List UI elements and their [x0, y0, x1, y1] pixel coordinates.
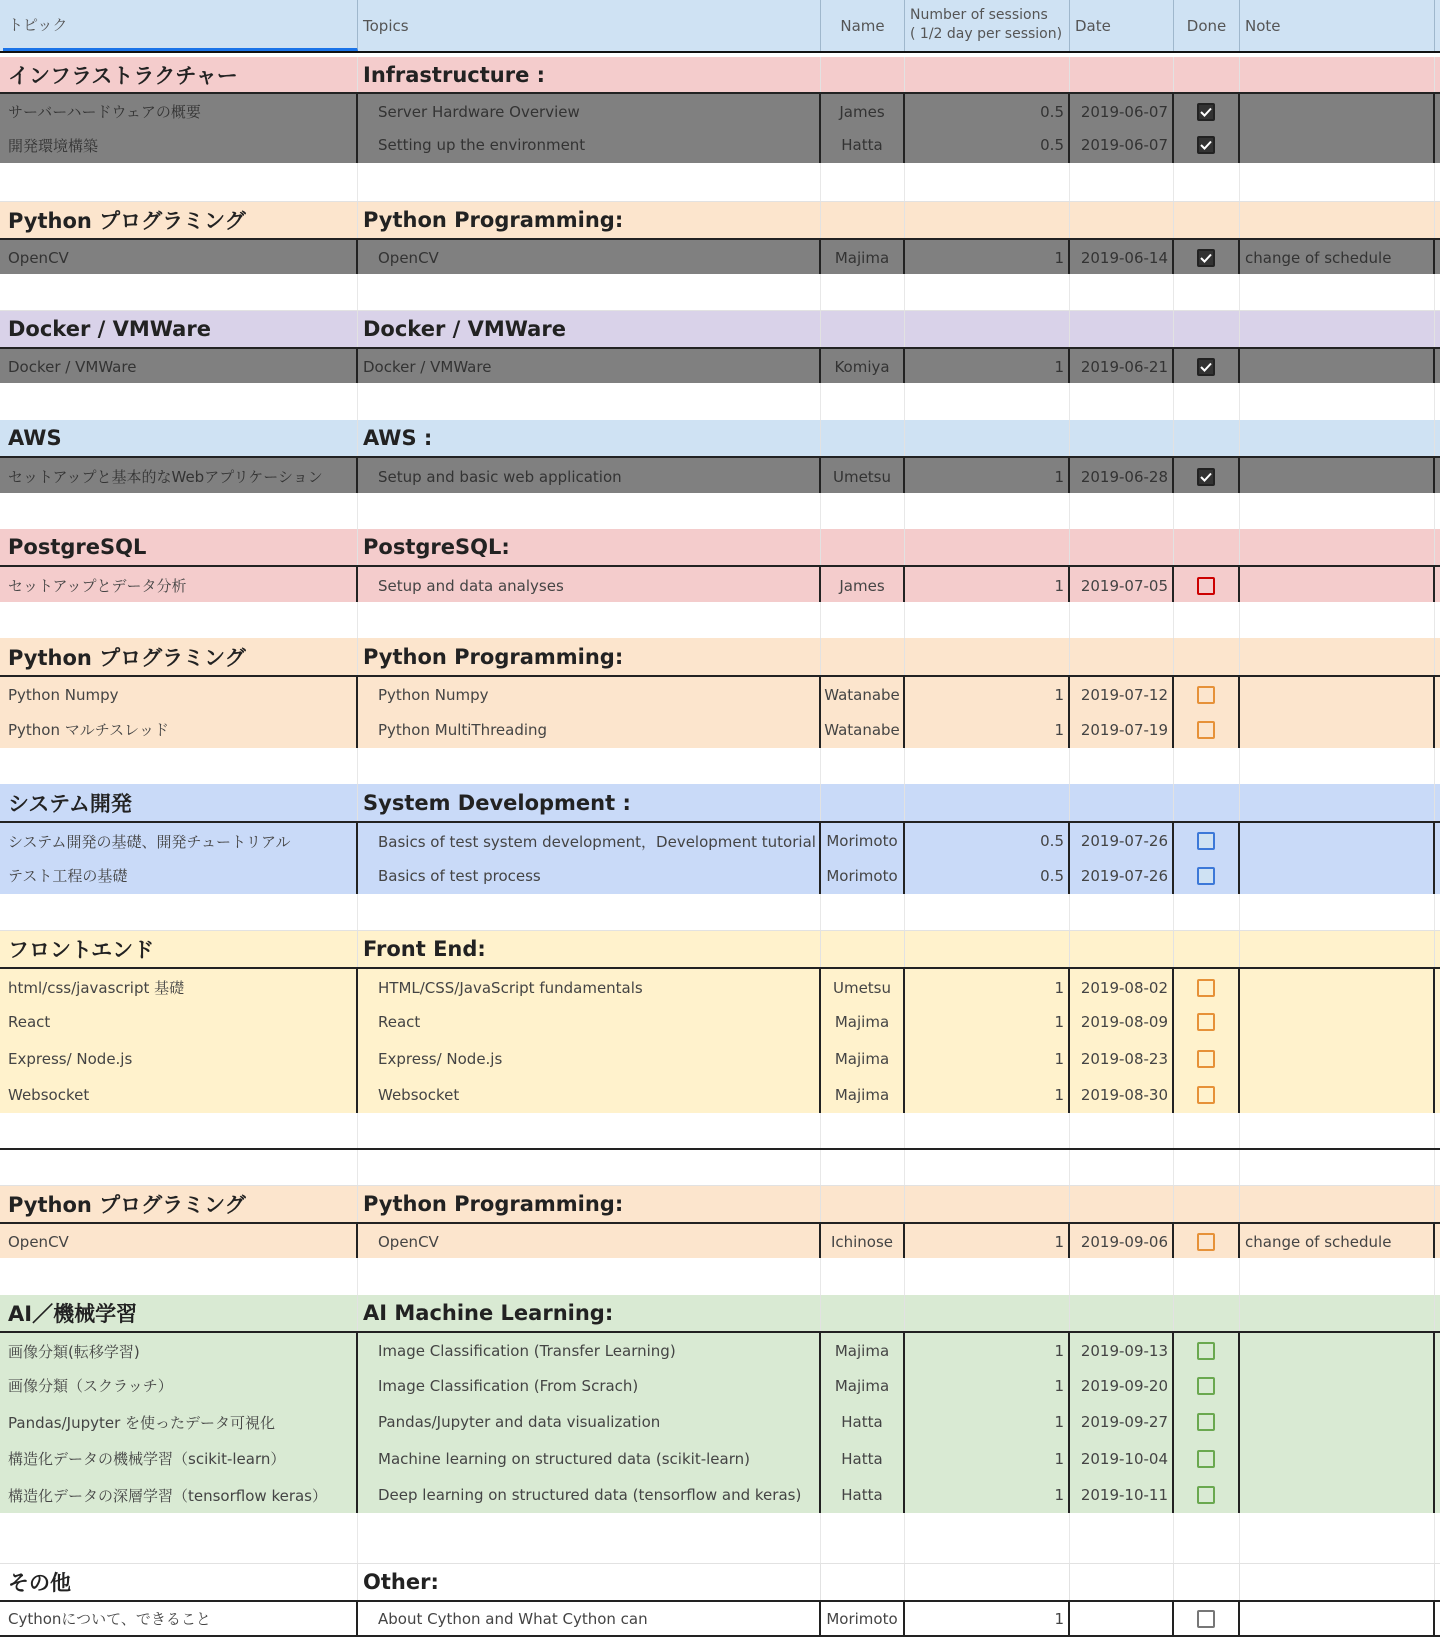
done-checkbox[interactable]: [1197, 1050, 1215, 1068]
done-checkbox[interactable]: [1197, 1013, 1215, 1031]
note-cell[interactable]: [1240, 1404, 1435, 1440]
sessions-cell[interactable]: 0.5: [905, 823, 1070, 859]
header-name[interactable]: Name: [821, 0, 905, 51]
topic-en-cell[interactable]: Express/ Node.js: [358, 1040, 821, 1077]
group-title-jp: AI／機械学習: [3, 1295, 358, 1331]
topic-en-cell[interactable]: Python Numpy: [358, 677, 821, 713]
group-row-postgresql[interactable]: [0, 529, 1440, 565]
topic-jp-cell[interactable]: セットアップとデータ分析: [3, 567, 358, 604]
topic-en-cell[interactable]: Basics of test process: [358, 857, 821, 894]
empty-row[interactable]: [0, 1150, 1440, 1186]
table-row[interactable]: [0, 1367, 1440, 1406]
topic-en-cell[interactable]: Docker / VMWare: [358, 349, 821, 385]
topic-en-cell[interactable]: Websocket: [358, 1077, 821, 1113]
group-row-python-programming[interactable]: [0, 202, 1440, 238]
group-title-jp: Python プログラミング: [3, 1186, 358, 1222]
note-cell[interactable]: [1240, 677, 1435, 713]
name-cell[interactable]: Hatta: [821, 1440, 905, 1477]
group-title-jp: PostgreSQL: [3, 529, 358, 565]
sessions-cell[interactable]: 1: [905, 1440, 1070, 1477]
done-checkbox[interactable]: [1197, 1377, 1215, 1395]
date-cell[interactable]: 2019-10-04: [1070, 1440, 1174, 1477]
note-cell[interactable]: [1240, 458, 1435, 495]
topic-jp-cell[interactable]: Websocket: [3, 1077, 358, 1113]
topic-jp-cell[interactable]: システム開発の基礎、開発チュートリアル: [3, 823, 358, 859]
note-cell[interactable]: [1240, 1040, 1435, 1077]
group-title-jp: フロントエンド: [3, 931, 358, 967]
date-cell[interactable]: 2019-06-07: [1070, 127, 1174, 163]
done-checkbox[interactable]: [1197, 1233, 1215, 1251]
sessions-cell[interactable]: 1: [905, 1602, 1070, 1635]
table-row[interactable]: [0, 1004, 1440, 1042]
sessions-cell[interactable]: 0.5: [905, 127, 1070, 163]
done-checkbox[interactable]: [1197, 103, 1215, 121]
sessions-cell[interactable]: 0.5: [905, 94, 1070, 129]
sessions-cell[interactable]: 1: [905, 711, 1070, 748]
header-topics[interactable]: Topics: [358, 0, 821, 51]
topic-jp-cell[interactable]: テスト工程の基礎: [3, 857, 358, 894]
empty-row[interactable]: [0, 163, 1440, 202]
topic-en-cell[interactable]: OpenCV: [358, 1224, 821, 1260]
date-cell[interactable]: 2019-09-13: [1070, 1333, 1174, 1369]
topic-jp-cell[interactable]: Python マルチスレッド: [3, 711, 358, 748]
table-row[interactable]: [0, 1600, 1440, 1637]
topic-jp-cell[interactable]: React: [3, 1004, 358, 1040]
group-title-en: System Development :: [358, 784, 821, 821]
group-title-en: Infrastructure :: [358, 57, 821, 92]
topic-en-cell[interactable]: Setup and basic web application: [358, 458, 821, 495]
topic-jp-cell[interactable]: セットアップと基本的なWebアプリケーション: [3, 458, 358, 495]
sessions-cell[interactable]: 1: [905, 240, 1070, 276]
table-row[interactable]: [0, 1477, 1440, 1515]
table-row[interactable]: [0, 1040, 1440, 1079]
note-cell[interactable]: [1240, 1440, 1435, 1477]
table-row[interactable]: [0, 821, 1440, 861]
sessions-cell[interactable]: 1: [905, 1333, 1070, 1369]
done-checkbox[interactable]: [1197, 249, 1215, 267]
group-row-aws[interactable]: [0, 420, 1440, 456]
topic-jp-cell[interactable]: 画像分類(転移学習): [3, 1333, 358, 1369]
note-cell[interactable]: [1240, 349, 1435, 385]
name-cell[interactable]: Morimoto: [821, 1602, 905, 1635]
group-row-python-programming[interactable]: [0, 1186, 1440, 1222]
name-cell[interactable]: Majima: [821, 1077, 905, 1113]
sessions-cell[interactable]: 1: [905, 969, 1070, 1006]
date-cell[interactable]: 2019-06-21: [1070, 349, 1174, 385]
topic-jp-cell[interactable]: Cythonについて、できること: [3, 1602, 358, 1635]
group-title-en: AI Machine Learning:: [358, 1295, 821, 1331]
note-cell[interactable]: [1240, 1602, 1435, 1635]
topic-en-cell[interactable]: Machine learning on structured data (scikit-learn): [358, 1440, 821, 1477]
empty-row[interactable]: [0, 1113, 1440, 1150]
table-row[interactable]: [0, 967, 1440, 1008]
empty-row[interactable]: [0, 1513, 1440, 1539]
name-cell[interactable]: Ichinose: [821, 1224, 905, 1260]
empty-row[interactable]: [0, 894, 1440, 931]
group-title-en: Python Programming:: [358, 638, 821, 675]
note-cell[interactable]: [1240, 711, 1435, 748]
name-cell[interactable]: Morimoto: [821, 857, 905, 894]
topic-jp-cell[interactable]: Pandas/Jupyter を使ったデータ可視化: [3, 1404, 358, 1440]
topic-jp-cell[interactable]: 画像分類（スクラッチ）: [3, 1367, 358, 1404]
done-checkbox[interactable]: [1197, 721, 1215, 739]
group-title-en: Other:: [358, 1564, 821, 1600]
topic-en-cell[interactable]: Server Hardware Overview: [358, 94, 821, 129]
group-title-en: Python Programming:: [358, 1186, 821, 1222]
topic-jp-cell[interactable]: Python Numpy: [3, 677, 358, 713]
name-cell[interactable]: Komiya: [821, 349, 905, 385]
sessions-cell[interactable]: 0.5: [905, 857, 1070, 894]
header-date[interactable]: Date: [1070, 0, 1174, 51]
done-checkbox[interactable]: [1197, 1486, 1215, 1504]
topic-en-cell[interactable]: Image Classification (From Scrach): [358, 1367, 821, 1404]
date-cell[interactable]: 2019-07-26: [1070, 857, 1174, 894]
done-checkbox[interactable]: [1197, 577, 1215, 595]
done-checkbox[interactable]: [1197, 136, 1215, 154]
date-cell[interactable]: 2019-10-11: [1070, 1477, 1174, 1513]
topic-jp-cell[interactable]: Docker / VMWare: [3, 349, 358, 385]
done-checkbox[interactable]: [1197, 1086, 1215, 1104]
group-row-python-programming[interactable]: [0, 638, 1440, 675]
date-cell[interactable]: 2019-07-12: [1070, 677, 1174, 713]
table-row[interactable]: [0, 1331, 1440, 1371]
date-cell[interactable]: 2019-08-30: [1070, 1077, 1174, 1113]
topic-jp-cell[interactable]: Express/ Node.js: [3, 1040, 358, 1077]
topic-en-cell[interactable]: Deep learning on structured data (tensorflow and keras): [358, 1477, 821, 1513]
empty-row[interactable]: [0, 493, 1440, 530]
topic-jp-cell[interactable]: OpenCV: [3, 240, 358, 276]
date-cell[interactable]: 2019-09-27: [1070, 1404, 1174, 1440]
empty-row[interactable]: [0, 602, 1440, 639]
group-row-docker-vmware[interactable]: [0, 311, 1440, 347]
topic-en-cell[interactable]: React: [358, 1004, 821, 1040]
done-checkbox[interactable]: [1197, 1610, 1215, 1628]
date-cell[interactable]: 2019-07-05: [1070, 567, 1174, 604]
name-cell[interactable]: Hatta: [821, 1404, 905, 1440]
done-checkbox[interactable]: [1197, 867, 1215, 885]
done-checkbox[interactable]: [1197, 1342, 1215, 1360]
done-checkbox[interactable]: [1197, 979, 1215, 997]
header-row: [0, 0, 1440, 53]
name-cell[interactable]: Majima: [821, 240, 905, 276]
header-done[interactable]: Done: [1174, 0, 1240, 51]
note-cell[interactable]: [1240, 94, 1435, 129]
date-cell[interactable]: 2019-07-26: [1070, 823, 1174, 859]
empty-row[interactable]: [0, 748, 1440, 785]
sessions-cell[interactable]: 1: [905, 349, 1070, 385]
name-cell[interactable]: James: [821, 567, 905, 604]
sessions-cell[interactable]: 1: [905, 1477, 1070, 1513]
note-cell[interactable]: [1240, 1367, 1435, 1404]
topic-jp-cell[interactable]: OpenCV: [3, 1224, 358, 1260]
group-title-jp: インフラストラクチャー: [3, 57, 358, 92]
header-sessions-line1: Number of sessions: [910, 7, 1048, 23]
topic-en-cell[interactable]: HTML/CSS/JavaScript fundamentals: [358, 969, 821, 1006]
group-title-jp: Python プログラミング: [3, 202, 358, 238]
sessions-cell[interactable]: 1: [905, 1367, 1070, 1404]
name-cell[interactable]: Watanabe: [821, 677, 905, 713]
date-cell[interactable]: 2019-09-06: [1070, 1224, 1174, 1260]
empty-row[interactable]: [0, 1258, 1440, 1296]
group-row-front-end[interactable]: [0, 931, 1440, 967]
name-cell[interactable]: Majima: [821, 1333, 905, 1369]
note-cell[interactable]: [1240, 969, 1435, 1006]
note-cell[interactable]: [1240, 1477, 1435, 1513]
table-row[interactable]: [0, 1404, 1440, 1442]
table-row[interactable]: [0, 456, 1440, 497]
done-checkbox[interactable]: [1197, 468, 1215, 486]
sessions-cell[interactable]: 1: [905, 1077, 1070, 1113]
date-cell[interactable]: 2019-09-20: [1070, 1367, 1174, 1404]
done-checkbox[interactable]: [1197, 832, 1215, 850]
table-row[interactable]: [0, 127, 1440, 165]
name-cell[interactable]: Morimoto: [821, 823, 905, 859]
empty-row[interactable]: [0, 383, 1440, 421]
name-cell[interactable]: Umetsu: [821, 458, 905, 495]
done-checkbox[interactable]: [1197, 686, 1215, 704]
done-checkbox[interactable]: [1197, 1450, 1215, 1468]
date-cell[interactable]: [1070, 1602, 1174, 1635]
table-row[interactable]: [0, 711, 1440, 750]
header-sessions[interactable]: [905, 0, 1070, 51]
group-title-jp: Python プログラミング: [3, 638, 358, 675]
sessions-cell[interactable]: 1: [905, 567, 1070, 604]
sessions-cell[interactable]: 1: [905, 677, 1070, 713]
sessions-cell[interactable]: 1: [905, 1224, 1070, 1260]
topic-en-cell[interactable]: About Cython and What Cython can: [358, 1602, 821, 1635]
table-row[interactable]: [0, 1440, 1440, 1479]
date-cell[interactable]: 2019-06-28: [1070, 458, 1174, 495]
table-row[interactable]: [0, 675, 1440, 715]
date-cell[interactable]: 2019-06-14: [1070, 240, 1174, 276]
note-cell[interactable]: change of schedule: [1240, 240, 1435, 276]
group-title-en: Front End:: [358, 931, 821, 967]
empty-row[interactable]: [0, 1538, 1440, 1564]
note-cell[interactable]: [1240, 823, 1435, 859]
topic-en-cell[interactable]: Setting up the environment: [358, 127, 821, 163]
note-cell[interactable]: [1240, 1077, 1435, 1113]
date-cell[interactable]: 2019-08-02: [1070, 969, 1174, 1006]
group-row-other[interactable]: [0, 1564, 1440, 1600]
table-row[interactable]: [0, 347, 1440, 387]
sessions-cell[interactable]: 1: [905, 1040, 1070, 1077]
header-topic-jp[interactable]: トピック: [3, 0, 358, 51]
note-cell[interactable]: [1240, 1004, 1435, 1040]
table-row[interactable]: [0, 238, 1440, 278]
group-title-en: Docker / VMWare: [358, 311, 821, 347]
done-checkbox[interactable]: [1197, 1413, 1215, 1431]
group-row-ai-machine-learning[interactable]: [0, 1295, 1440, 1331]
name-cell[interactable]: Majima: [821, 1004, 905, 1040]
group-title-jp: Docker / VMWare: [3, 311, 358, 347]
sessions-cell[interactable]: 1: [905, 1404, 1070, 1440]
note-cell[interactable]: [1240, 127, 1435, 163]
group-title-jp: システム開発: [3, 784, 358, 821]
group-row-system-development[interactable]: [0, 784, 1440, 821]
note-cell[interactable]: [1240, 857, 1435, 894]
done-checkbox[interactable]: [1197, 358, 1215, 376]
date-cell[interactable]: 2019-08-09: [1070, 1004, 1174, 1040]
note-cell[interactable]: change of schedule: [1240, 1224, 1435, 1260]
group-title-en: AWS :: [358, 420, 821, 456]
sessions-cell[interactable]: 1: [905, 1004, 1070, 1040]
header-sessions-line2: ( 1/2 day per session): [910, 26, 1063, 42]
topic-en-cell[interactable]: Python MultiThreading: [358, 711, 821, 748]
topic-en-cell[interactable]: Pandas/Jupyter and data visualization: [358, 1404, 821, 1440]
name-cell[interactable]: Watanabe: [821, 711, 905, 748]
table-row[interactable]: [0, 565, 1440, 606]
note-cell[interactable]: [1240, 567, 1435, 604]
table-row[interactable]: [0, 857, 1440, 896]
date-cell[interactable]: 2019-07-19: [1070, 711, 1174, 748]
name-cell[interactable]: Majima: [821, 1040, 905, 1077]
date-cell[interactable]: 2019-08-23: [1070, 1040, 1174, 1077]
group-title-jp: その他: [3, 1564, 358, 1600]
topic-jp-cell[interactable]: 構造化データの深層学習（tensorflow keras）: [3, 1477, 358, 1513]
table-row[interactable]: [0, 1077, 1440, 1115]
name-cell[interactable]: Hatta: [821, 1477, 905, 1513]
topic-en-cell[interactable]: Basics of test system development，Development tutorial: [358, 823, 821, 859]
sessions-cell[interactable]: 1: [905, 458, 1070, 495]
note-cell[interactable]: [1240, 1333, 1435, 1369]
table-row[interactable]: [0, 1222, 1440, 1262]
name-cell[interactable]: James: [821, 94, 905, 129]
topic-jp-cell[interactable]: html/css/javascript 基礎: [3, 969, 358, 1006]
name-cell[interactable]: Umetsu: [821, 969, 905, 1006]
topic-jp-cell[interactable]: 構造化データの機械学習（scikit-learn）: [3, 1440, 358, 1477]
name-cell[interactable]: Hatta: [821, 127, 905, 163]
group-title-jp: AWS: [3, 420, 358, 456]
topic-jp-cell[interactable]: 開発環境構築: [3, 127, 358, 163]
group-title-en: Python Programming:: [358, 202, 821, 238]
topic-jp-cell[interactable]: サーバーハードウェアの概要: [3, 94, 358, 129]
group-title-en: PostgreSQL:: [358, 529, 821, 565]
topic-en-cell[interactable]: Image Classification (Transfer Learning): [358, 1333, 821, 1369]
table-row[interactable]: [0, 92, 1440, 131]
group-row-infrastructure[interactable]: [0, 57, 1440, 92]
empty-row[interactable]: [0, 274, 1440, 311]
header-note[interactable]: Note: [1240, 0, 1435, 51]
name-cell[interactable]: Majima: [821, 1367, 905, 1404]
date-cell[interactable]: 2019-06-07: [1070, 94, 1174, 129]
topic-en-cell[interactable]: OpenCV: [358, 240, 821, 276]
topic-en-cell[interactable]: Setup and data analyses: [358, 567, 821, 604]
